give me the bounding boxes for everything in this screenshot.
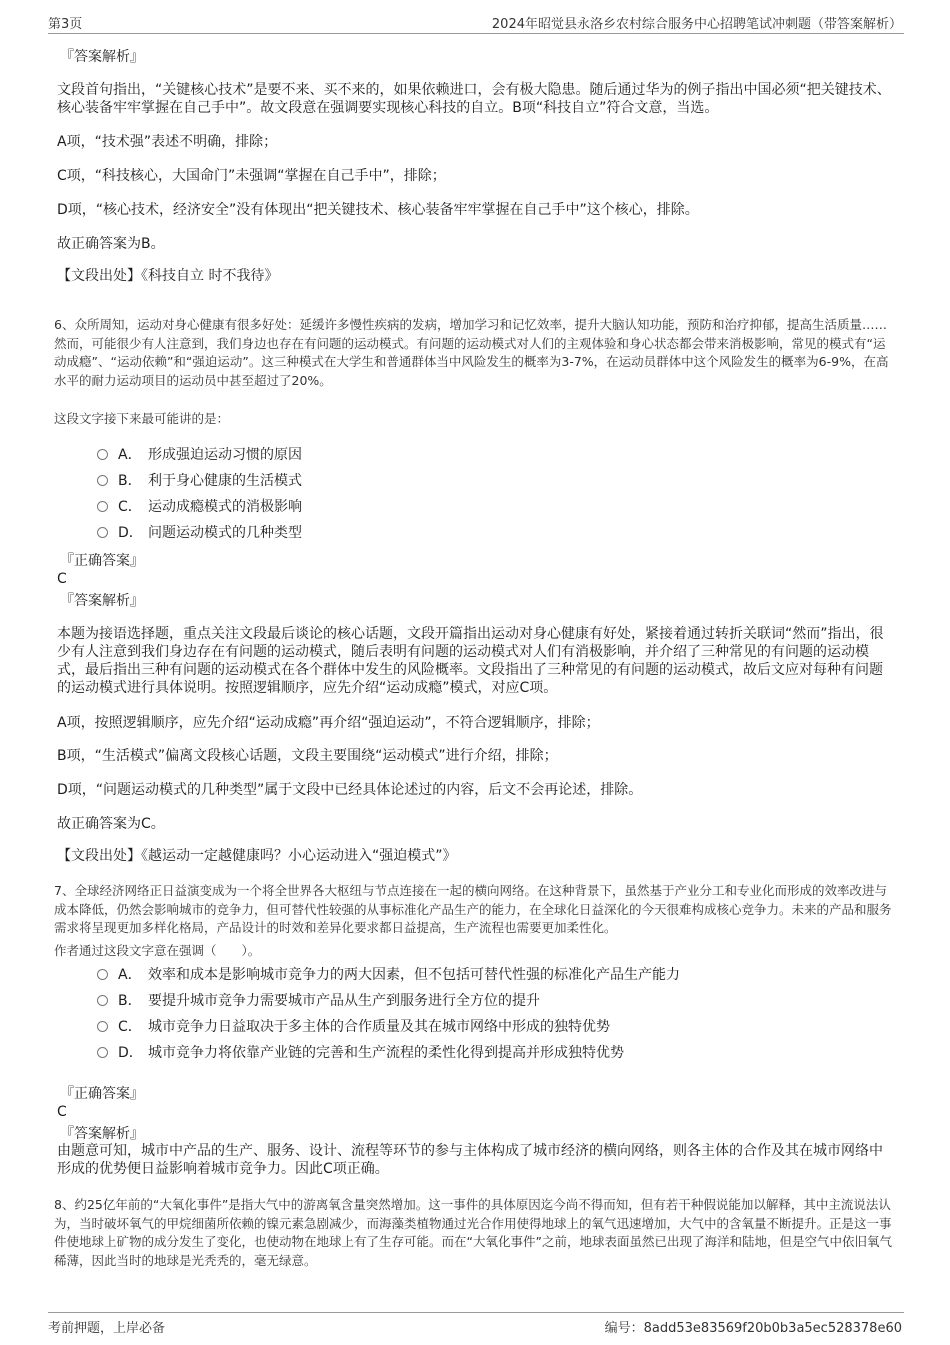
q7-correct-answer: C [57,1104,67,1120]
radio-icon[interactable] [97,475,108,486]
q5-option-d-note: D项，“核心技术，经济安全”没有体现出“把关键技术、核心装备牢牢掌握在自己手中”这个核心，排除。 [57,202,699,218]
q6-option-c[interactable]: C． 运动成瘾模式的消极影响 [97,498,302,516]
q6-analysis-label: 『答案解析』 [60,593,144,609]
q6-option-b-note: B项，“生活模式”偏离文段核心话题，文段主要围绕“运动模式”进行介绍，排除； [57,748,558,764]
q6-option-b[interactable]: B． 利于身心健康的生活模式 [97,472,302,490]
q7-analysis-label: 『答案解析』 [60,1126,144,1142]
page-header [48,13,904,34]
radio-icon[interactable] [97,995,108,1006]
radio-icon[interactable] [97,449,108,460]
q5-option-a-note: A项，“技术强”表述不明确，排除； [57,134,278,150]
q5-conclusion: 故正确答案为B。 [57,236,165,252]
q6-option-d[interactable]: D． 问题运动模式的几种类型 [97,524,302,542]
radio-icon[interactable] [97,969,108,980]
q7-option-b[interactable]: B． 要提升城市竞争力需要城市产品从生产到服务进行全方位的提升 [97,992,540,1010]
document-title: 2024年昭觉县永洛乡农村综合服务中心招聘笔试冲刺题（带答案解析） [491,17,902,32]
q5-source: 【文段出处】《科技自立 时不我待》 [57,268,279,284]
page-footer [48,1312,904,1337]
q5-analysis-label: 『答案解析』 [60,49,144,65]
q7-analysis: 由题意可知，城市中产品的生产、服务、设计、流程等环节的参与主体构成了城市经济的横向网络，则各主体的合作及其在城市网络中形成的优势便日益影响着城市竞争力。因此C项正确。 [57,1143,883,1177]
q6-correct-label: 『正确答案』 [60,553,144,569]
radio-icon[interactable] [97,527,108,538]
q5-option-c-note: C项，“科技核心，大国命门”未强调“掌握在自己手中”，排除； [57,168,446,184]
q7-option-d[interactable]: D． 城市竞争力将依靠产业链的完善和生产流程的柔性化得到提高并形成独特优势 [97,1044,624,1062]
q7-correct-label: 『正确答案』 [60,1086,144,1102]
document-code: 编号：8add53e83569f20b0b3a5ec528378e60 [604,1321,902,1336]
q6-option-a-note: A项，按照逻辑顺序，应先介绍“运动成瘾”再介绍“强迫运动”，不符合逻辑顺序，排除； [57,715,600,731]
q8-passage: 8、约25亿年前的“大氧化事件”是指大气中的游离氧含量突然增加。这一事件的具体原因迄今尚不得而知，但有若干种假说能加以解释，其中主流说法认为，当时破坏氧气的甲烷细菌所依赖的镍元素急剧减少，而海藻类植物通过光合作用使得地球上的氧气迅速增加，大气中的含氧量不断提升。正是这一事件使地球上矿物的成分发生了变化，也使动物在地球上有了生存可能。而在“大氧化事件”之前，地球表面虽然已出现了海洋和陆地，但是空气中依旧氧气稀薄，因此当时的地球是光秃秃的，毫无绿意。 [54,1197,892,1268]
q6-correct-answer: C [57,571,67,587]
q6-analysis: 本题为接语选择题，重点关注文段最后谈论的核心话题，文段开篇指出运动对身心健康有好处，紧接着通过转折关联词“然而”指出，很少有人注意到我们身边存在有问题的运动模式，随后表明有问题的运动模式对人们有消极影响，并介绍了三种常见的有问题的运动模式，最后指出三种有问题的运动模式在各个群体中发生的风险概率。文段指出了三种常见的有问题的运动模式，故后文应对每种有问题的运动模式进行具体说明。按照逻辑顺序，应先介绍“运动成瘾”模式，对应C项。 [57,626,884,696]
radio-icon[interactable] [97,1021,108,1032]
q7-option-a[interactable]: A． 效率和成本是影响城市竞争力的两大因素，但不包括可替代性强的标准化产品生产能力 [97,966,680,984]
q5-analysis: 文段首句指出，“关键核心技术”是要不来、买不来的，如果依赖进口，会有极大隐患。随后通过华为的例子指出中国必须“把关键技术、核心装备牢牢掌握在自己手中”。故文段意在强调要实现核心科技的自立。B项“科技自立”符合文意，当选。 [57,82,891,116]
q6-source: 【文段出处】《越运动一定越健康吗？小心运动进入“强迫模式”》 [57,848,457,864]
q7-option-c[interactable]: C． 城市竞争力日益取决于多主体的合作质量及其在城市网络中形成的独特优势 [97,1018,610,1036]
footer-slogan: 考前押题，上岸必备 [48,1321,166,1336]
q6-conclusion: 故正确答案为C。 [57,816,165,832]
q6-passage: 6、众所周知，运动对身心健康有很多好处：延缓许多慢性疾病的发病，增加学习和记忆效率，提升大脑认知功能，预防和治疗抑郁，提高生活质量……然而，可能很少有人注意到，我们身边也存在有问题的运动模式。有问题的运动模式对人们的主观体验和身心状态都会带来消极影响，常见的模式有“运动成瘾”、“运动依赖”和“强迫运动”。这三种模式在大学生和普通群体当中风险发生的概率为3-7%，在运动员群体中这个风险发生的概率为6-9%，在高水平的耐力运动项目的运动员中甚至超过了20%。 [54,317,889,388]
q6-option-d-note: D项，“问题运动模式的几种类型”属于文段中已经具体论述过的内容，后文不会再论述，排除。 [57,782,643,798]
q6-option-a[interactable]: A． 形成强迫运动习惯的原因 [97,446,302,464]
q7-question: 作者通过这段文字意在强调（ ）。 [54,943,261,958]
radio-icon[interactable] [97,1047,108,1058]
q7-passage: 7、全球经济网络正日益演变成为一个将全世界各大枢纽与节点连接在一起的横向网络。在这种背景下，虽然基于产业分工和专业化而形成的效率改进与成本降低，仍然会影响城市的竞争力，但可替代性较强的从事标准化产品生产的能力，在全球化日益深化的今天很难构成核心竞争力。未来的产品和服务需求将呈现更加多样化格局，产品设计的时效和差异化要求都日益提高，生产流程也需要更加柔性化。 [54,883,892,935]
q6-question: 这段文字接下来最可能讲的是： [54,411,230,426]
page-number: 第3页 [48,17,83,32]
radio-icon[interactable] [97,501,108,512]
